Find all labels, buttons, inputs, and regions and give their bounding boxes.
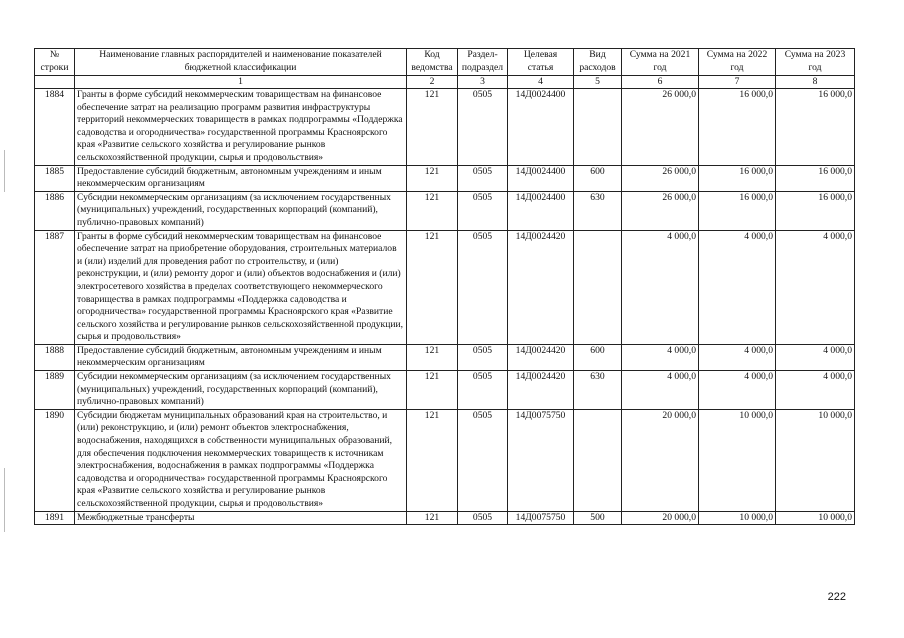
table-row — [35, 371, 855, 410]
budget-table — [34, 48, 855, 525]
row-sum-2023: 16 000,0 — [776, 89, 855, 166]
row-section: 0505 — [458, 344, 508, 370]
row-name: Межбюджетные трансферты — [75, 511, 407, 525]
row-target-article: 14Д0024400 — [508, 191, 574, 230]
row-sum-2021: 4 000,0 — [622, 230, 699, 344]
row-name: Субсидии некоммерческим организациям (за исключением государственных (муниципальных) учреждений, государственных корпораций (компаний), публично-правовых компаний) — [75, 191, 407, 230]
row-sum-2023: 4 000,0 — [776, 344, 855, 370]
header-expense-type: Вид расходов — [574, 49, 622, 76]
row-section: 0505 — [458, 409, 508, 511]
row-expense-type: 600 — [574, 165, 622, 191]
row-number: 1884 — [35, 89, 75, 166]
column-number: 7 — [699, 76, 776, 89]
row-sum-2022: 10 000,0 — [699, 511, 776, 525]
header-sum-2022: Сумма на 2022 год — [699, 49, 776, 76]
row-department-code: 121 — [407, 409, 458, 511]
header-sum-2021: Сумма на 2021 год — [622, 49, 699, 76]
row-department-code: 121 — [407, 371, 458, 410]
row-sum-2021: 4 000,0 — [622, 371, 699, 410]
row-target-article: 14Д0075750 — [508, 511, 574, 525]
header-row-number: № строки — [35, 49, 75, 76]
row-section: 0505 — [458, 371, 508, 410]
table-row — [35, 191, 855, 230]
row-sum-2021: 26 000,0 — [622, 191, 699, 230]
row-sum-2021: 20 000,0 — [622, 409, 699, 511]
row-number: 1887 — [35, 230, 75, 344]
row-expense-type: 600 — [574, 344, 622, 370]
row-sum-2023: 10 000,0 — [776, 409, 855, 511]
column-number: 3 — [458, 76, 508, 89]
row-number: 1891 — [35, 511, 75, 525]
header-target-article: Целевая статья — [508, 49, 574, 76]
row-section: 0505 — [458, 165, 508, 191]
column-number: 5 — [574, 76, 622, 89]
row-section: 0505 — [458, 89, 508, 166]
row-name: Субсидии некоммерческим организациям (за исключением государственных (муниципальных) учреждений, государственных корпораций (компаний), публично-правовых компаний) — [75, 371, 407, 410]
row-target-article: 14Д0024400 — [508, 89, 574, 166]
row-expense-type: 630 — [574, 191, 622, 230]
row-sum-2023: 16 000,0 — [776, 165, 855, 191]
row-number: 1885 — [35, 165, 75, 191]
header-department-code: Код ведомства — [407, 49, 458, 76]
row-sum-2022: 16 000,0 — [699, 191, 776, 230]
table-row — [35, 89, 855, 166]
column-numbers-row — [35, 76, 855, 89]
row-expense-type — [574, 409, 622, 511]
row-sum-2022: 4 000,0 — [699, 344, 776, 370]
row-sum-2023: 4 000,0 — [776, 371, 855, 410]
table-row — [35, 165, 855, 191]
row-target-article: 14Д0075750 — [508, 409, 574, 511]
row-department-code: 121 — [407, 165, 458, 191]
header-section: Раздел-подраздел — [458, 49, 508, 76]
row-sum-2021: 26 000,0 — [622, 89, 699, 166]
row-target-article: 14Д0024400 — [508, 165, 574, 191]
row-sum-2023: 16 000,0 — [776, 191, 855, 230]
row-department-code: 121 — [407, 191, 458, 230]
table-row — [35, 344, 855, 370]
row-sum-2022: 4 000,0 — [699, 230, 776, 344]
row-section: 0505 — [458, 191, 508, 230]
table-row — [35, 409, 855, 511]
row-sum-2023: 10 000,0 — [776, 511, 855, 525]
column-number: 4 — [508, 76, 574, 89]
row-number: 1890 — [35, 409, 75, 511]
row-department-code: 121 — [407, 230, 458, 344]
row-sum-2022: 10 000,0 — [699, 409, 776, 511]
table-row — [35, 511, 855, 525]
column-number: 2 — [407, 76, 458, 89]
row-sum-2021: 4 000,0 — [622, 344, 699, 370]
row-department-code: 121 — [407, 344, 458, 370]
table-row — [35, 230, 855, 344]
row-expense-type — [574, 89, 622, 166]
column-number: 8 — [776, 76, 855, 89]
table-header-row — [35, 49, 855, 76]
row-expense-type: 630 — [574, 371, 622, 410]
row-target-article: 14Д0024420 — [508, 371, 574, 410]
row-number: 1888 — [35, 344, 75, 370]
page-number: 222 — [827, 591, 846, 603]
column-number — [35, 76, 75, 89]
row-name: Предоставление субсидий бюджетным, автономным учреждениям и иным некоммерческим организациям — [75, 165, 407, 191]
scan-margin-mark — [4, 150, 5, 192]
row-name: Предоставление субсидий бюджетным, автономным учреждениям и иным некоммерческим организациям — [75, 344, 407, 370]
row-department-code: 121 — [407, 89, 458, 166]
row-target-article: 14Д0024420 — [508, 230, 574, 344]
row-number: 1886 — [35, 191, 75, 230]
row-sum-2023: 4 000,0 — [776, 230, 855, 344]
column-number: 1 — [75, 76, 407, 89]
row-target-article: 14Д0024420 — [508, 344, 574, 370]
row-department-code: 121 — [407, 511, 458, 525]
header-sum-2023: Сумма на 2023 год — [776, 49, 855, 76]
row-name: Гранты в форме субсидий некоммерческим товариществам на финансовое обеспечение затрат на реализацию программ развития инфраструктуры территорий некоммерческих товариществ в рамках подпрограммы «Поддержка садоводства и огородничества» государственной программы Красноярского края «Развитие сельского хозяйства и регулирование рынков сельскохозяйственной продукции, сырья и продовольствия» — [75, 89, 407, 166]
row-name: Субсидии бюджетам муниципальных образований края на строительство, и (или) реконструкцию, и (или) ремонт объектов электроснабжения, водоснабжения, находящихся в собственности муниципальных образований, для обеспечения подключения некоммерческих товариществ к источникам электроснабжения, водоснабжения в рамках подпрограммы «Поддержка садоводства и огородничества» государственной программы Красноярского края «Развитие сельского хозяйства и регулирование рынков сельскохозяйственной продукции, сырья и продовольствия» — [75, 409, 407, 511]
row-sum-2021: 20 000,0 — [622, 511, 699, 525]
column-number: 6 — [622, 76, 699, 89]
row-sum-2022: 16 000,0 — [699, 165, 776, 191]
row-section: 0505 — [458, 511, 508, 525]
header-name: Наименование главных распорядителей и наименование показателей бюджетной классификации — [75, 49, 407, 76]
row-sum-2022: 16 000,0 — [699, 89, 776, 166]
row-expense-type: 500 — [574, 511, 622, 525]
row-name: Гранты в форме субсидий некоммерческим товариществам на финансовое обеспечение затрат на приобретение оборудования, строительных материалов и (или) изделий для проведения работ по строительству, и (или) реконструкции, и (или) ремонту дорог и (или) объектов водоснабжения и (или) электросетевого хозяйства в пределах соответствующего некоммерческого товарищества в рамках подпрограммы «Поддержка садоводства и огородничества» государственной программы Красноярского края «Развитие сельского хозяйства и регулирование рынков сельскохозяйственной продукции, сырья и продовольствия» — [75, 230, 407, 344]
row-sum-2022: 4 000,0 — [699, 371, 776, 410]
row-expense-type — [574, 230, 622, 344]
row-section: 0505 — [458, 230, 508, 344]
row-number: 1889 — [35, 371, 75, 410]
row-sum-2021: 26 000,0 — [622, 165, 699, 191]
scan-margin-mark — [4, 468, 5, 532]
